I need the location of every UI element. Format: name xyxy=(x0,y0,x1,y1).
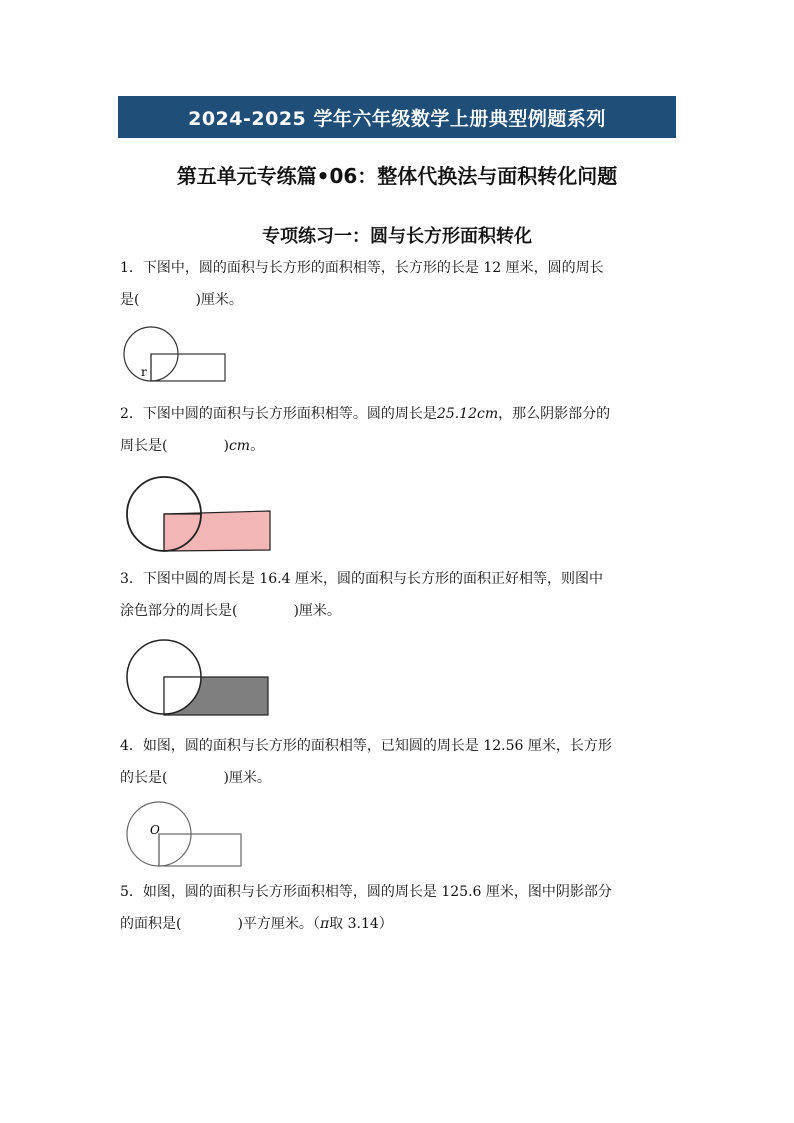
question-5 xyxy=(120,876,672,940)
page-title: 第五单元专练篇•06：整体代换法与面积转化问题 xyxy=(176,164,618,188)
question-4 xyxy=(120,730,672,794)
question-3-line-2: 涂色部分的周长是( )厘米。 xyxy=(120,603,341,619)
question-2-line-1: 2．下图中圆的面积与长方形面积相等。圆的周长是25.12cm，那么阴影部分的 xyxy=(120,406,611,422)
rectangle xyxy=(159,834,241,866)
question-2-line-2: 周长是( )cm。 xyxy=(120,438,265,454)
question-4-line-1: 4．如图，圆的面积与长方形的面积相等，已知圆的周长是 12.56 厘米，长方形 xyxy=(120,738,612,754)
shaded-rectangle xyxy=(164,511,270,551)
question-3-line-1: 3．下图中圆的周长是 16.4 厘米，圆的面积与长方形的面积正好相等，则图中 xyxy=(120,571,603,587)
question-1 xyxy=(120,252,672,316)
question-1-line-2: 是( )厘米。 xyxy=(120,292,243,308)
figure-2 xyxy=(120,474,280,556)
banner: 2024-2025 学年六年级数学上册典型例题系列 xyxy=(118,96,676,138)
question-1-line-1: 1．下图中，圆的面积与长方形的面积相等，长方形的长是 12 厘米，圆的周长 xyxy=(120,260,604,276)
question-5-line-2: 的面积是( )平方厘米。（π取 3.14） xyxy=(120,916,393,932)
question-4-line-2: 的长是( )厘米。 xyxy=(120,770,271,786)
question-2 xyxy=(120,398,672,462)
figure-3 xyxy=(120,636,280,720)
question-5-line-1: 5．如图，圆的面积与长方形面积相等，圆的周长是 125.6 厘米，图中阴影部分 xyxy=(120,884,612,900)
radius-label: r xyxy=(141,365,147,379)
figure-1 xyxy=(120,323,240,385)
center-label: O xyxy=(150,823,160,837)
section-title: 专项练习一：圆与长方形面积转化 xyxy=(262,226,532,247)
rectangle xyxy=(151,354,225,381)
figure-4 xyxy=(120,798,250,870)
question-3 xyxy=(120,563,672,627)
